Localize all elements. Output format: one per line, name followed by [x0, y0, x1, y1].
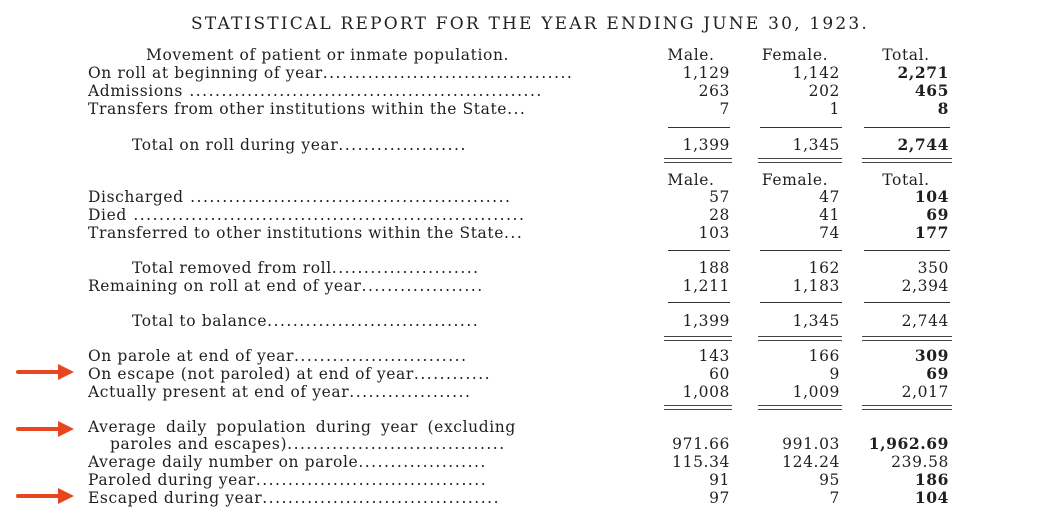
male-value: 1,008	[682, 383, 730, 401]
section2-header-row	[88, 171, 958, 189]
table-row: Total on roll during year.................... 1,399 1,345 2,744	[132, 135, 949, 154]
red-arrow-icon	[16, 419, 76, 439]
sum-rule	[864, 302, 950, 303]
double-rule	[758, 405, 842, 410]
row-label: Paroled during year	[88, 471, 256, 489]
table-row: Discharged .................................................. 57 47 104	[88, 187, 949, 206]
row-label: Died	[88, 206, 127, 224]
male-value: 97	[709, 489, 730, 507]
row-label: Total removed from roll	[132, 259, 332, 277]
male-value: 28	[709, 206, 730, 224]
sum-rule	[668, 127, 730, 128]
total-value: 1,962.69	[868, 434, 949, 453]
total-value: 309	[914, 346, 949, 365]
row-label: Transfers from other institutions within the State	[88, 100, 508, 118]
row-label: Discharged	[88, 188, 184, 206]
female-value: 124.24	[782, 453, 840, 471]
total-value: 2,744	[901, 312, 949, 330]
female-value: 1,183	[792, 277, 840, 295]
double-rule	[758, 158, 842, 163]
table-row: Escaped during year..................................... 97 7 104	[88, 488, 949, 507]
male-value: 91	[709, 471, 730, 489]
female-value: 1,009	[792, 383, 840, 401]
table-row: Died ............................................................. 28 41 69	[88, 205, 949, 224]
row-label: On escape (not paroled) at end of year	[88, 365, 414, 383]
sum-rule	[760, 127, 842, 128]
female-value: 41	[819, 206, 840, 224]
row-label: Total on roll during year	[132, 136, 339, 154]
female-value: 47	[819, 188, 840, 206]
male-value: 57	[709, 188, 730, 206]
male-value: 103	[698, 224, 730, 242]
total-value: 104	[914, 488, 949, 507]
row-label: On roll at beginning of year	[88, 64, 323, 82]
male-value: 60	[709, 365, 730, 383]
table-row: Total removed from roll....................... 188 162 350	[132, 259, 949, 277]
table-row: Total to balance................................. 1,399 1,345 2,744	[132, 312, 949, 330]
total-value: 69	[926, 364, 949, 383]
male-value: 143	[698, 347, 730, 365]
male-value: 263	[698, 82, 730, 100]
double-rule	[862, 336, 952, 341]
avg-population-label-line2: paroles and escapes)	[110, 435, 288, 453]
table-row: On escape (not paroled) at end of year............ 60 9 69	[88, 364, 949, 383]
total-value: 465	[914, 81, 949, 100]
female-value: 166	[808, 347, 840, 365]
double-rule	[862, 158, 952, 163]
sum-rule	[668, 302, 730, 303]
female-value: 991.03	[782, 435, 840, 453]
total-value: 69	[926, 205, 949, 224]
female-value: 1,345	[792, 136, 840, 154]
table-row: Actually present at end of year................... 1,008 1,009 2,017	[88, 383, 949, 401]
female-value: 95	[819, 471, 840, 489]
male-value: 188	[698, 259, 730, 277]
row-label: Average daily number on parole	[88, 453, 359, 471]
total-value: 2,744	[897, 135, 949, 154]
col-total-header: Total.	[882, 46, 930, 64]
row-label: Transferred to other institutions within the State	[88, 224, 504, 242]
table-row: Transferred to other institutions within the State... 103 74 177	[88, 223, 949, 242]
male-value: 1,399	[682, 312, 730, 330]
col-male-header: Male.	[667, 171, 715, 189]
col-female-header: Female.	[761, 171, 829, 189]
report-title: STATISTICAL REPORT FOR THE YEAR ENDING JUNE 30, 1923.	[190, 14, 869, 34]
double-rule	[664, 405, 732, 410]
avg-population-label-line1: Average daily population during year (excluding	[88, 418, 516, 436]
table-row: Transfers from other institutions within the State... 7 1 8	[88, 99, 949, 118]
total-value: 177	[914, 223, 949, 242]
male-value: 115.34	[672, 453, 730, 471]
male-value: 7	[719, 100, 730, 118]
red-arrow-icon	[16, 362, 76, 382]
row-label: Remaining on roll at end of year	[88, 277, 362, 295]
female-value: 202	[808, 82, 840, 100]
double-rule	[758, 336, 842, 341]
table-row: Average daily number on parole.................... 115.34 124.24 239.58	[88, 453, 949, 471]
table-row: On roll at beginning of year....................................... 1,129 1,142 2,271	[88, 63, 949, 82]
total-value: 239.58	[891, 453, 949, 471]
row-label: Escaped during year	[88, 489, 263, 507]
double-rule	[664, 336, 732, 341]
total-value: 2,394	[901, 277, 949, 295]
col-total-header: Total.	[882, 171, 930, 189]
total-value: 186	[914, 470, 949, 489]
female-value: 74	[819, 224, 840, 242]
female-value: 7	[829, 489, 840, 507]
movement-header-label: Movement of patient or inmate population.	[146, 46, 510, 64]
female-value: 9	[829, 365, 840, 383]
male-value: 1,399	[682, 136, 730, 154]
section1-header-row	[88, 46, 958, 64]
total-value: 2,271	[897, 63, 949, 82]
sum-rule	[760, 250, 842, 251]
female-value: 1,345	[792, 312, 840, 330]
sum-rule	[864, 127, 950, 128]
row-label: Total to balance	[132, 312, 268, 330]
sum-rule	[864, 250, 950, 251]
double-rule	[862, 405, 952, 410]
table-row: On parole at end of year........................... 143 166 309	[88, 346, 949, 365]
row-label: Actually present at end of year	[88, 383, 350, 401]
double-rule	[664, 158, 732, 163]
female-value: 1	[829, 100, 840, 118]
table-row: Paroled during year.................................... 91 95 186	[88, 470, 949, 489]
table-row	[88, 418, 958, 436]
total-value: 2,017	[901, 383, 949, 401]
male-value: 1,129	[682, 64, 730, 82]
female-value: 162	[808, 259, 840, 277]
male-value: 971.66	[672, 435, 730, 453]
female-value: 1,142	[792, 64, 840, 82]
table-row: Remaining on roll at end of year................... 1,211 1,183 2,394	[88, 277, 949, 295]
total-value: 8	[937, 99, 949, 118]
table-row: Admissions ....................................................... 263 202 465	[88, 81, 949, 100]
total-value: 350	[917, 259, 949, 277]
col-male-header: Male.	[667, 46, 715, 64]
red-arrow-icon	[16, 486, 76, 506]
male-value: 1,211	[682, 277, 730, 295]
total-value: 104	[914, 187, 949, 206]
col-female-header: Female.	[761, 46, 829, 64]
table-row: paroles and escapes).................................. 971.66 991.03 1,962.69	[110, 434, 949, 453]
sum-rule	[668, 250, 730, 251]
row-label: On parole at end of year	[88, 347, 294, 365]
row-label: Admissions	[88, 82, 183, 100]
sum-rule	[760, 302, 842, 303]
